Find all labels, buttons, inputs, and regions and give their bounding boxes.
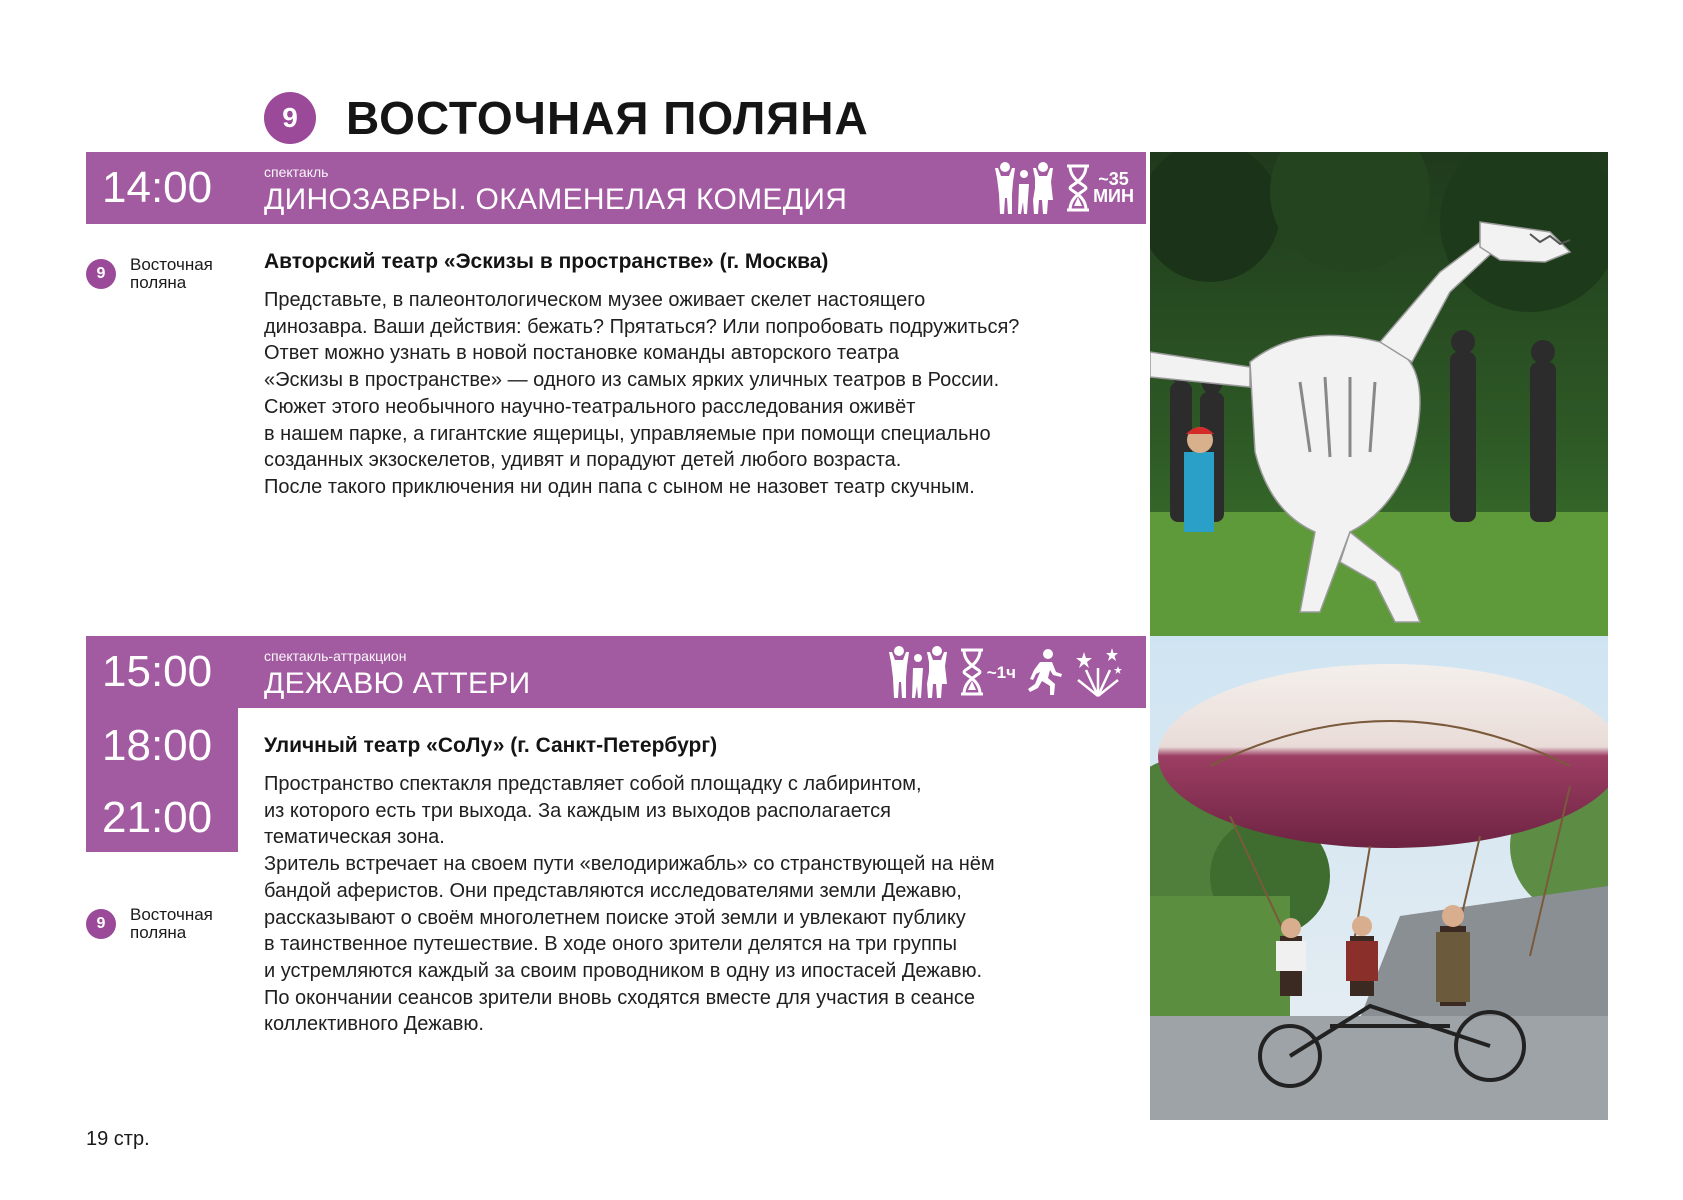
event-band-dinosaurs: [86, 152, 1146, 224]
duration-indicator: [1065, 163, 1134, 213]
venue-name: Восточная поляна: [130, 255, 213, 292]
description-line: созданных экзоскелетов, удивят и порадуют детей любого возраста.: [264, 449, 902, 472]
venue-name: Восточная поляна: [130, 905, 213, 942]
description-line: После такого приключения ни один папа с сыном не назовет театр скучным.: [264, 475, 975, 498]
event-venue: [86, 906, 246, 942]
running-person-icon: [1026, 648, 1062, 696]
event-organizer: Уличный театр «СоЛу» (г. Санкт-Петербург): [264, 734, 718, 757]
description-line: коллективного Дежавю.: [264, 1013, 484, 1036]
description-line: рассказывают о своём многолетнем поиске этой земли и увлекают публику: [264, 906, 966, 929]
description-line: в нашем парке, а гигантские ящерицы, управляемые при помощи специально: [264, 422, 991, 445]
event-genre: спектакль-аттракцион: [264, 648, 407, 664]
event-time: 21:00: [102, 793, 213, 842]
description-line: Ответ можно узнать в новой постановке команды авторского театра: [264, 342, 900, 365]
event-organizer: Авторский театр «Эскизы в пространстве» (г. Москва): [264, 250, 829, 273]
venue-number-badge: 9: [86, 909, 116, 939]
description-line: Пространство спектакля представляет собой площадку с лабиринтом,: [264, 773, 922, 795]
duration-value: ~35: [1098, 169, 1129, 189]
event-venue: [86, 256, 246, 292]
event-time: 14:00: [102, 163, 213, 212]
description-line: в таинственное путешествие. В ходе оного зрители делятся на три группы: [264, 933, 957, 956]
description-line: тематическая зона.: [264, 826, 445, 849]
page-title: ВОСТОЧНАЯ ПОЛЯНА: [346, 92, 869, 144]
hourglass-icon: [1065, 163, 1091, 213]
duration-indicator: [959, 647, 1016, 697]
description-line: Сюжет этого необычного научно-театрального расследования оживёт: [264, 395, 916, 418]
fireworks-icon: [1072, 646, 1124, 698]
event-photo-airship: [1150, 636, 1608, 1120]
event-icons: [887, 642, 1124, 702]
family-icon: [993, 160, 1055, 216]
event-title: ДЕЖАВЮ АТТЕРИ: [264, 667, 531, 700]
description-line: Зритель встречает на своем пути «велодирижабль» со странствующей на нём: [264, 853, 995, 876]
description-line: из которого есть три выхода. За каждым из выходов располагается: [264, 799, 891, 822]
family-icon: [887, 644, 949, 700]
event-description: [264, 287, 1124, 501]
event-genre: спектакль: [264, 164, 329, 180]
venue-number-badge: 9: [86, 259, 116, 289]
section-number-badge: 9: [264, 92, 316, 144]
page-number: 19 стр.: [86, 1128, 150, 1150]
description-line: и устремляются каждый за своим проводником в одну из ипостасей Дежавю.: [264, 959, 983, 982]
hourglass-icon: [959, 647, 985, 697]
event-title: ДИНОЗАВРЫ. ОКАМЕНЕЛАЯ КОМЕДИЯ: [264, 183, 848, 216]
event-photo-dinosaur: [1150, 152, 1608, 636]
event-band-dejavu: [86, 636, 1146, 708]
page-header: [264, 88, 869, 148]
event-icons: [993, 158, 1134, 218]
duration-value: ~1ч: [986, 662, 1016, 682]
description-line: динозавра. Ваши действия: бежать? Прятаться? Или попробовать подружиться?: [264, 315, 1020, 338]
description-line: По окончании сеансов зрители вновь сходятся вместе для участия в сеансе: [264, 986, 976, 1009]
duration-unit: МИН: [1093, 186, 1134, 206]
event-description: [264, 771, 1124, 1038]
description-line: Представьте, в палеонтологическом музее оживает скелет настоящего: [264, 289, 926, 311]
event-time: 18:00: [102, 721, 213, 770]
event-time: 15:00: [102, 647, 213, 696]
description-line: бандой аферистов. Они представляются исследователями земли Дежавю,: [264, 879, 962, 902]
event-extra-times: [86, 708, 238, 852]
description-line: «Эскизы в пространстве» — одного из самых ярких уличных театров в России.: [264, 369, 1000, 392]
